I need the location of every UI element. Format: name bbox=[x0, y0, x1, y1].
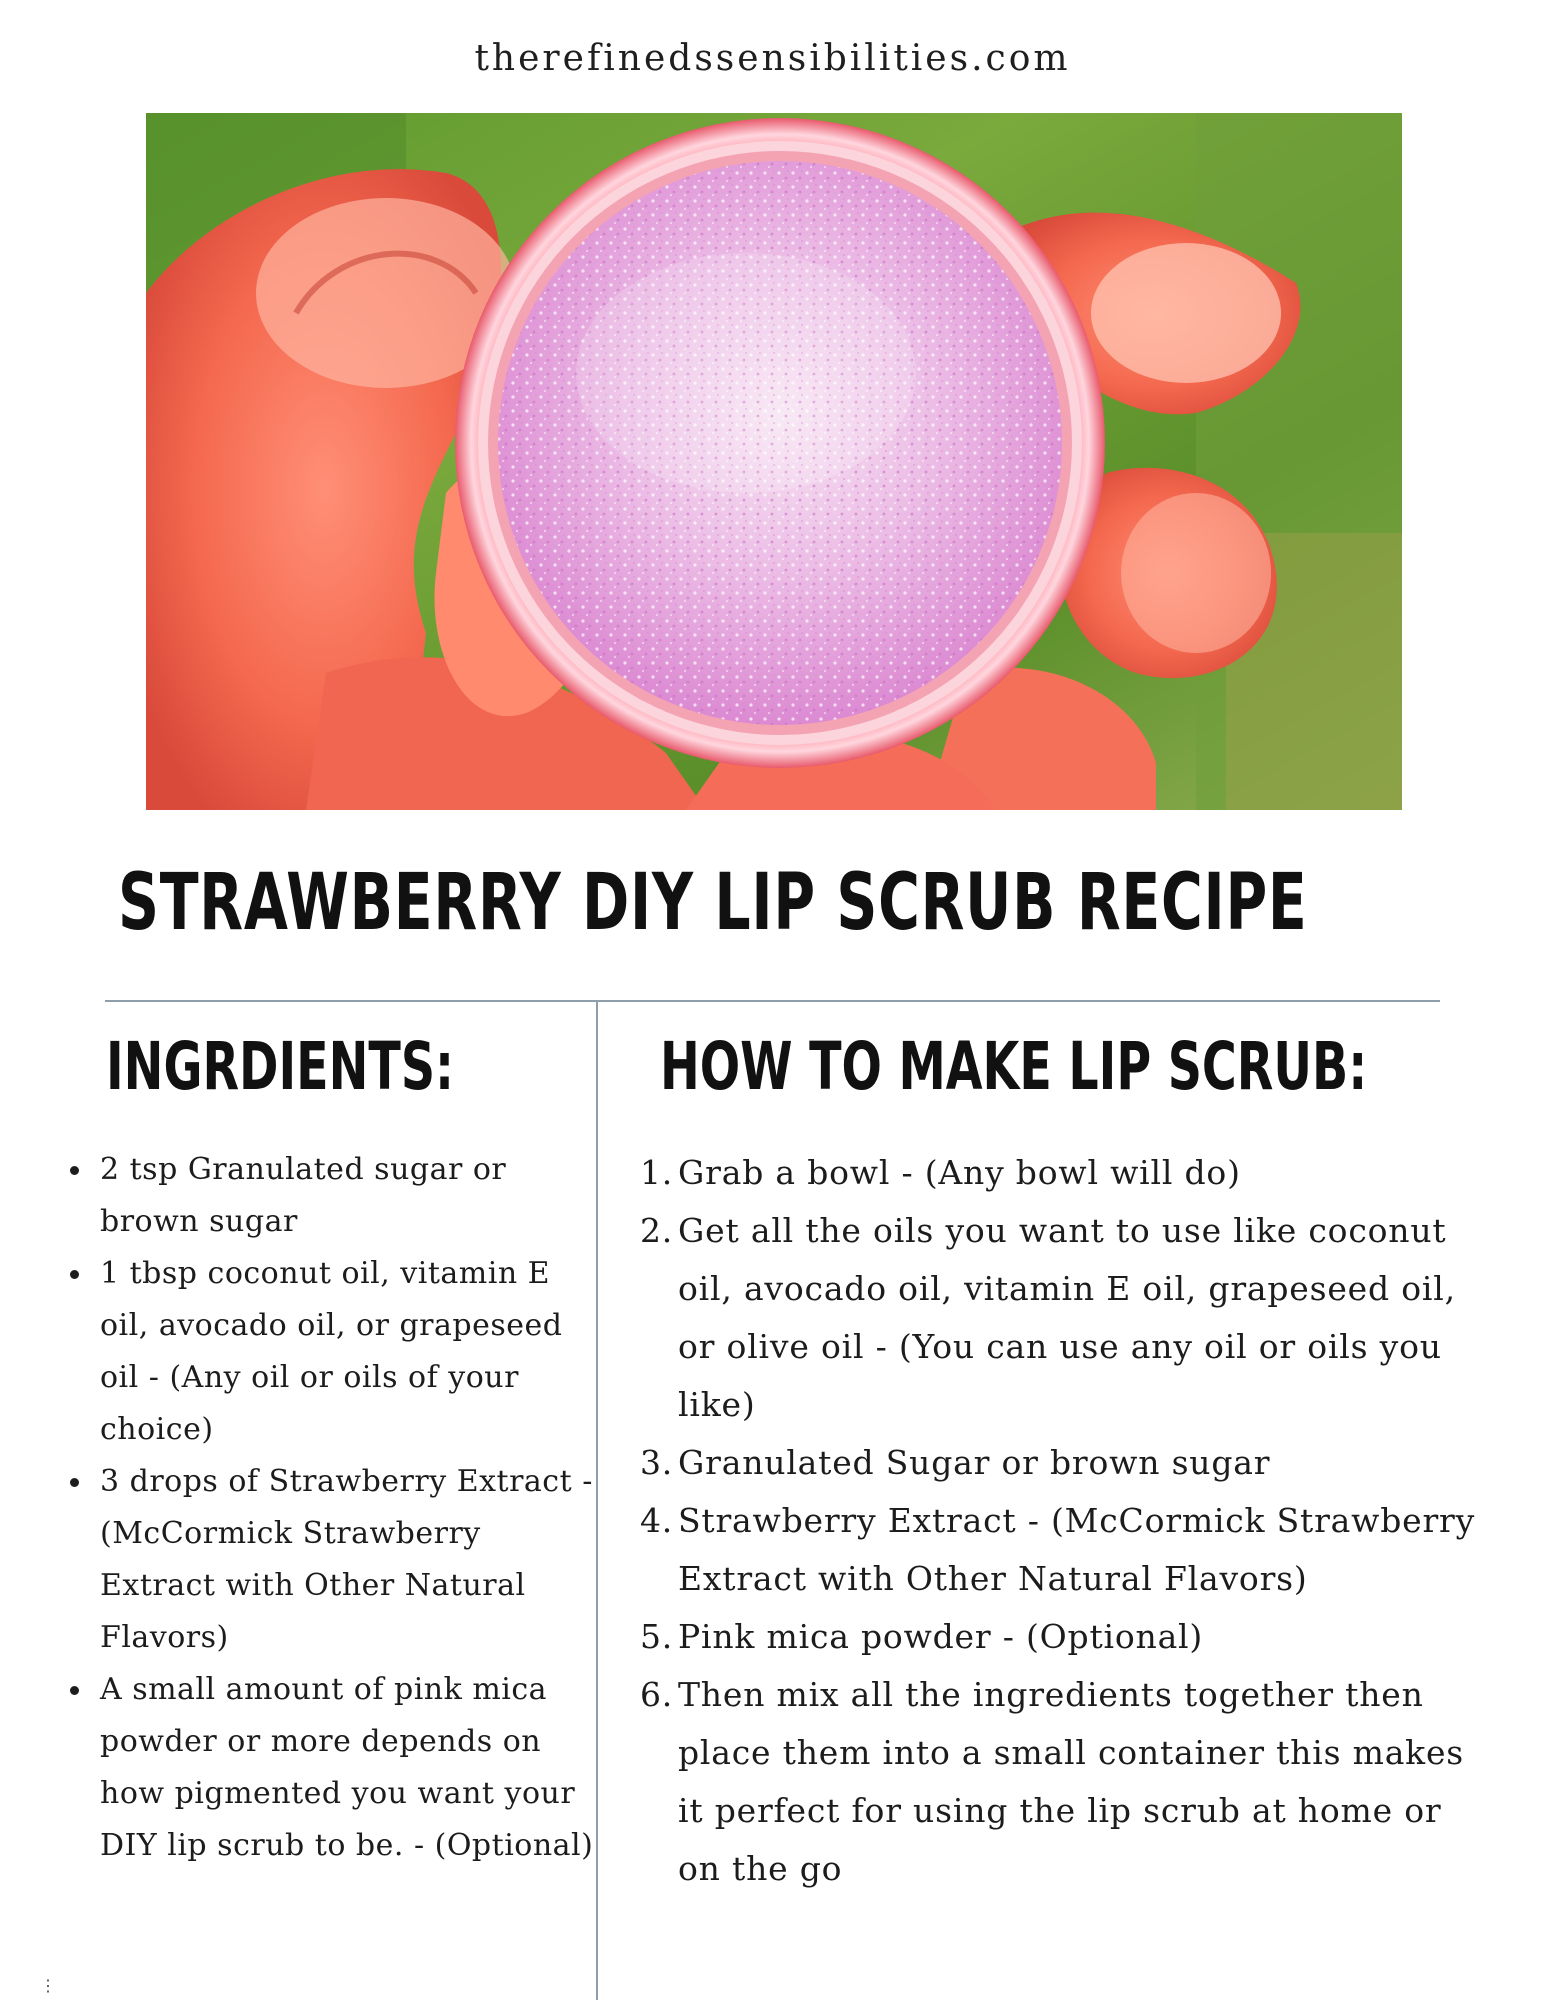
steps-list bbox=[640, 1144, 1480, 1898]
step-text: Pink mica powder - (Optional) bbox=[678, 1617, 1204, 1656]
step-text: Grab a bowl - (Any bowl will do) bbox=[678, 1153, 1241, 1192]
step-number: 5. bbox=[640, 1617, 674, 1656]
step-item bbox=[640, 1608, 1480, 1666]
lip-scrub-jar-photo bbox=[146, 113, 1402, 810]
step-item bbox=[640, 1144, 1480, 1202]
steps-heading: HOW TO MAKE LIP SCRUB: bbox=[660, 1028, 1368, 1105]
step-item bbox=[640, 1202, 1480, 1434]
step-number: 6. bbox=[640, 1675, 674, 1714]
ingredients-heading: INGRDIENTS: bbox=[106, 1028, 455, 1105]
step-item bbox=[640, 1666, 1480, 1898]
ingredient-item: 1 tbsp coconut oil, vitamin E oil, avocado oil, or grapeseed oil - (Any oil or oils of your choice) bbox=[100, 1248, 600, 1456]
ingredients-list bbox=[62, 1144, 600, 1872]
step-text: Get all the oils you want to use like coconut oil, avocado oil, vitamin E oil, grapeseed oil, or olive oil - (You can use any oil or oils you like) bbox=[678, 1211, 1456, 1424]
step-text: Strawberry Extract - (McCormick Strawberry Extract with Other Natural Flavors) bbox=[678, 1501, 1476, 1598]
horizontal-divider bbox=[105, 1000, 1440, 1002]
step-item bbox=[640, 1434, 1480, 1492]
step-number: 2. bbox=[640, 1211, 674, 1250]
ingredient-item: A small amount of pink mica powder or more depends on how pigmented you want your DIY lip scrub to be. - (Optional) bbox=[100, 1664, 600, 1872]
step-number: 1. bbox=[640, 1153, 674, 1192]
ingredient-item: 3 drops of Strawberry Extract - (McCormick Strawberry Extract with Other Natural Flavors) bbox=[100, 1456, 600, 1664]
ingredient-item: 2 tsp Granulated sugar or brown sugar bbox=[100, 1144, 600, 1248]
step-text: Granulated Sugar or brown sugar bbox=[678, 1443, 1271, 1482]
step-number: 3. bbox=[640, 1443, 674, 1482]
step-text: Then mix all the ingredients together then place them into a small container this makes it perfect for using the lip scrub at home or on the go bbox=[678, 1675, 1465, 1888]
page-title: STRAWBERRY DIY LIP SCRUB RECIPE bbox=[118, 858, 1308, 948]
step-number: 4. bbox=[640, 1501, 674, 1540]
site-url: therefinedssensibilities.com bbox=[474, 38, 1071, 79]
footer-mark: ⋮ bbox=[40, 1976, 56, 1995]
step-item bbox=[640, 1492, 1480, 1608]
